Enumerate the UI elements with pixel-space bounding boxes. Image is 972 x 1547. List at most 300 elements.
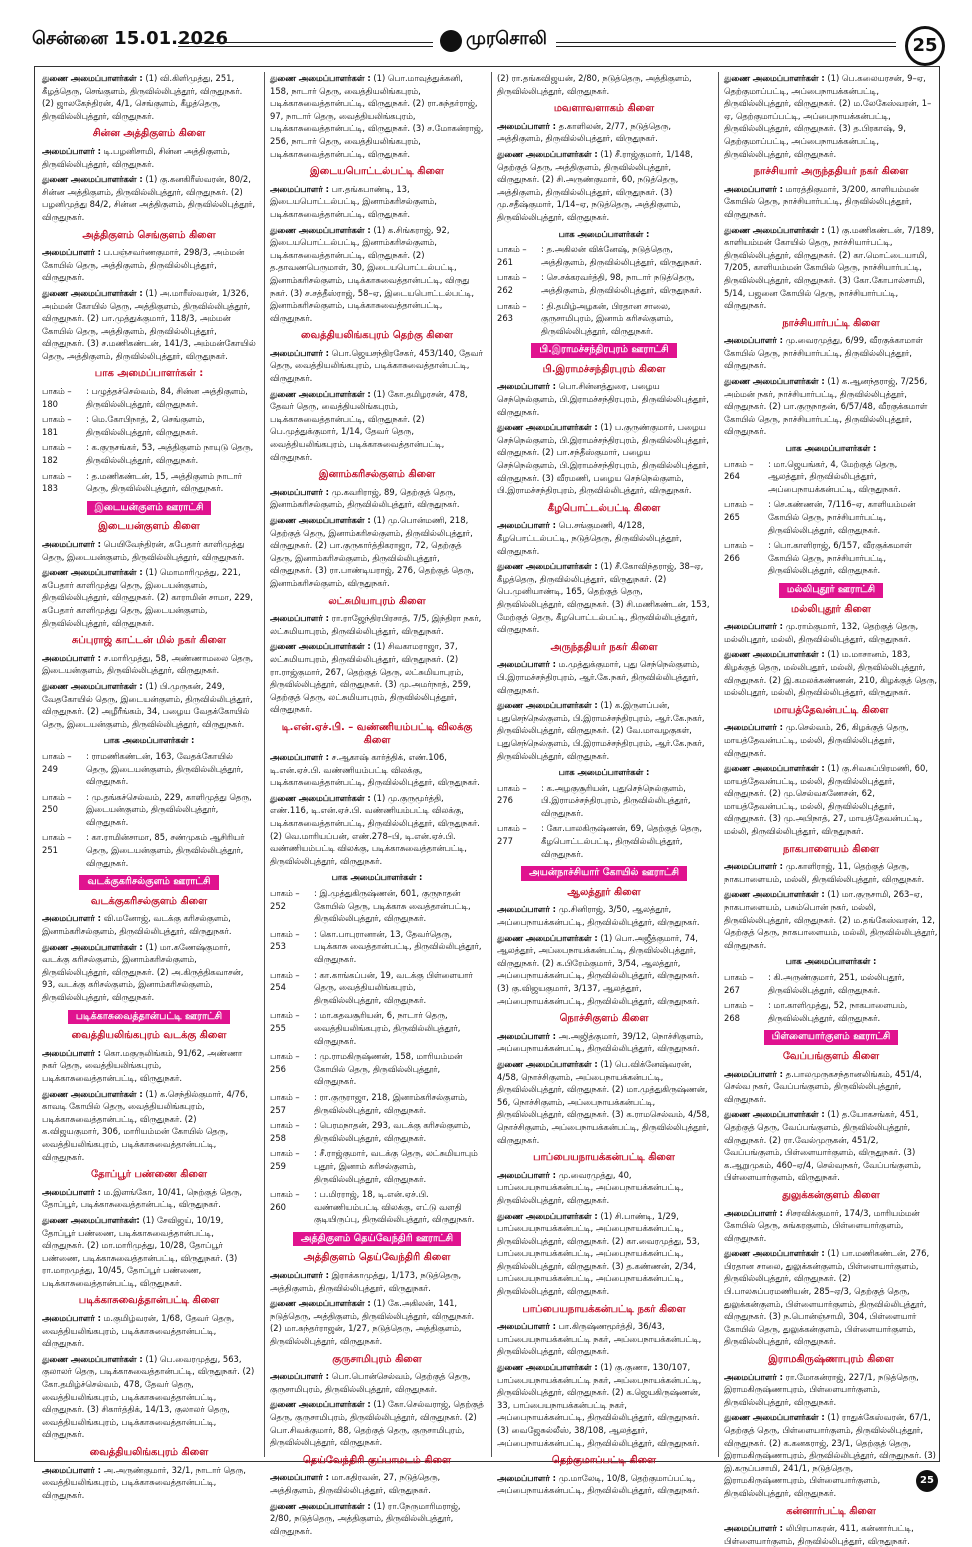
member-details: (1) க.இருளப்பன், புதுசெந்நெல்குளம், பி.இராமச்சந்திரபுரம், ஆர்.கே.நகர், திருவில்லிபுத்தூர், விருதுநகர். (2) வே.மாவழகுகள், புதுசெந்நெல்குளம், பி.இராமச்சந்திரபுரம், ஆர்.கே.நகர், திருவில்லிபுத்தூர், விருதுநகர். [497, 700, 705, 761]
branch-heading: கீழபொட்டல்பட்டி கிளை [547, 502, 661, 514]
member-entry [497, 1472, 711, 1497]
booth-number: பாகம் – 256 [270, 1051, 300, 1074]
booth-entry [42, 385, 256, 410]
role-label: அமைப்பாளர் : [42, 652, 102, 663]
member-entry [42, 1047, 256, 1085]
booth-number: பாகம் – 268 [724, 1000, 754, 1023]
member-details: (1) பா.மணிகண்டன், 276, பிரதான சாலை, துலுக்கன்குளம், பிள்ளையார்குளம், திருவில்லிபுத்தூர், விருதுநகர். (2) பி.பாலசுப்பரமணியன், 285–ஏ/3, தெற்குத் தெரு, துலுக்கன்குளம், பிள்ளையார்குளம், திருவில்லிபுத்தூர், விருதுநகர். (3) ந.பொன்ஞ்சாமி, 304, பிள்ளையார் கோயில் தெரு, துலுக்கன்குளம், பிள்ளையார்குளம், திருவில்லிபுத்தூர், விருதுநகர். [724, 1248, 930, 1347]
panchayat-heading: மல்லிபுதூர் ஊராட்சி [779, 583, 883, 598]
member-details: ம.முத்துக்குமார், புது செந்நெல்குளம், பி.இராமச்சந்திரபுரம், ஆர்.கே.நகர், திருவில்லிபுத்தூர், விருதுநகர். [497, 659, 700, 695]
branch-heading: பாக அமைப்பாளர்கள் : [94, 368, 204, 380]
role-label: அமைப்பாளர் : [270, 486, 330, 497]
role-label: துணை அமைப்பாளர்கள் : [724, 224, 825, 235]
role-label: அமைப்பாளர் : [724, 1068, 784, 1079]
member-entry [42, 652, 256, 677]
branch-heading: தெற்குமாப்பட்டி கிளை [551, 1455, 657, 1467]
member-details: (1) ரா.நேருமாரிமராஜ், 2/80, நடுத்தெரு, அத்திகுளம், திருவில்லிபுத்தூர், விருதுநகர். [270, 1500, 461, 1536]
member-entry [497, 1169, 711, 1207]
member-details: (1) சிவகாமராஜா, 37, லட்சுமியாபுரம், திருவில்லிபுத்தூர், விருதுநகர். (2) ரா.ராஜ்குமார், 267, தெற்குத் தெரு, லட்சுமியாபுரம், திருவில்லிபுத்தூர், விருதுநகர். (3) மு.அமர்நாத், 259, தெற்குத் தெரு, லட்சுமியாபுரம், திருவில்லிபுத்தூர், விருதுநகர். [270, 641, 471, 715]
booth-entry [42, 441, 256, 466]
member-details: ப.பஞ்சவர்ணகுமார், 298/3, அம்மன் கோயில் தெரு, அத்திகுளம், திருவில்லிபுத்தூர், விருதுநகர். [42, 247, 245, 283]
member-details: (1) த.யோகசங்கர், 451, தெற்குத் தெரு, வேப்பங்குளம், திருவில்லிபுத்தூர், விருதுநகர். (2) ரா.வேல்முருகன், 451/2, வேப்பங்குளம், பிள்ளையார்குளம், விருதுநகர். (3) க.ஆறுமுகம், 460–ஏ/4, செல்வநகர், வேப்பங்குளம், பிள்ளையார்குளம், விருதுநகர். [724, 1109, 922, 1183]
role-label: அமைப்பாளர் : [724, 1371, 784, 1382]
booth-details: : மா.ஜெயங்கர், 4, மேற்குத் தெரு, ஆலத்தூர், திருவில்லிபுத்தூர், அப்பைநாயக்கன்பட்டி, விருதுநகர். [768, 458, 901, 494]
booth-entry [497, 271, 711, 296]
role-label: துணை அமைப்பாளர்கள் : [497, 422, 598, 433]
member-entry [497, 120, 711, 145]
booth-details: : செ.கண்ணன், 7/116–ஏ, காளியம்மன் கோயில் தெரு, நாச்சியார்பட்டி, திருவில்லிபுத்தூர், விருதுநகர். [768, 499, 916, 535]
branch-heading: சின்ன அத்திகுளம் கிளை [92, 128, 206, 140]
member-details: பொ.பொன்செல்வம், தெற்குத் தெரு, குருசாமிபுரம், திருவில்லிபுத்தூர், விருதுநகர். [270, 1371, 471, 1394]
member-details: த.பாலமுருகசந்தானலிங்கம், 451/4, செல்வ நகர், வேப்பங்குளம், திருவில்லிபுத்தூர், விருதுநகர். [724, 1068, 922, 1104]
panchayat-heading: படிக்காசுவைத்தான்பட்டி ஊராட்சி [68, 1010, 230, 1025]
panchayat-heading: பி.இராமச்சந்திரபுரம் ஊராட்சி [531, 343, 676, 358]
member-entry [42, 912, 256, 937]
role-label: துணை அமைப்பாளர்கள் : [724, 73, 825, 83]
member-details: (1) பெ.கலையரசன், 9–ஏ, தெற்குமாப்பட்டி, அப்பைநாயக்கன்பட்டி, திருவில்லிபுத்தூர், விருதுநகர். (2) ம.லேகேஸ்வரன், 1–ஏ, தெற்குமாப்பட்டி, அப்பைநாயக்கன்பட்டி, திருவில்லிபுத்தூர், விருதுநகர். (3) த.பிரகாஷ், 9, தெற்குமாப்பட்டி, அப்பைநாயக்கன்பட்டி, திருவில்லிபுத்தூர், விருதுநகர். [724, 73, 932, 159]
member-details: (1) கோ.தமிழரசன், 478, தேவர் தெரு, வைத்தியலிங்கபுரம், படிக்காசுவைத்தான்பட்டி, விருதுநகர். (2) பெ.முத்துக்குமார், 1/14, தேவர் தெரு, வைத்தியலிங்கபுரம், படிக்காசுவைத்தான்பட்டி, விருதுநகர். [270, 388, 468, 462]
booth-entry [497, 822, 711, 860]
booth-number: பாகம் – 265 [724, 499, 754, 522]
member-entry [42, 1312, 256, 1350]
newspaper-name: முரசொலி [466, 28, 547, 49]
branch-heading: குருசாமிபுரம் கிளை [332, 1353, 422, 1365]
member-entry [270, 1500, 484, 1538]
member-entry [42, 1464, 256, 1502]
booth-entry [724, 539, 938, 577]
role-label: துணை அமைப்பாளர்கள் : [42, 1353, 143, 1364]
member-entry [497, 421, 711, 497]
branch-heading: இராமகிருஷ்ணாபுரம் கிளை [768, 1354, 894, 1366]
member-details: (1) அ.மாரீஸ்வரன், 1/326, அம்மன் கோயில் தெரு, அத்திகுளம், திருவில்லிபுத்தூர், விருதுநகர். (2) பா.முத்துக்குமார், 118/3, அம்மன் கோயில் தெரு, அத்திகுளம், திருவில்லிபுத்தூர், விருதுநகர். (3) ச.மணிகண்டன், 141/3, அம்மன்கோயில் தெரு, அத்திகுளம், திருவில்லிபுத்தூர், விருதுநகர். [42, 287, 256, 361]
role-label: அமைப்பாளர் : [724, 861, 784, 872]
booth-entry [270, 969, 484, 1007]
booth-number: பாகம் – 262 [497, 272, 527, 295]
member-details: மு.ராம்குமார், 132, தெற்குத் தெரு, மல்லிபுதூர், மல்லி, திருவில்லிபுத்தூர், விருதுநகர். [724, 621, 919, 644]
member-entry [270, 1370, 484, 1395]
booth-number: பாகம் – 253 [270, 928, 300, 952]
booth-details: : ப.மிரராஜ், 18, டி.என்.ஏச்.பி. வண்ணியம்பட்டி விலக்கு, எட்டு வளதி குடியிருப்பு, திருவில்லிபுத்தூர், விருதுநகர். [314, 1189, 475, 1225]
role-label: துணை அமைப்பாளர்கள் : [270, 1500, 371, 1511]
role-label: அமைப்பாளர் : [42, 1313, 102, 1324]
role-label: துணை அமைப்பாளர்கள் : [42, 174, 143, 185]
member-entry [724, 224, 938, 312]
booth-details: : மு.தங்கச்செல்வம், 229, காளிமுத்து தெரு, இடையன்குளம், திருவில்லிபுத்தூர், விருதுநகர். [86, 791, 252, 827]
member-details: (2) ரா.தங்கவிஜயன், 2/80, நடுத்தெரு, அத்திகுளம், திருவில்லிபுத்தூர், விருதுநகர். [497, 73, 692, 96]
member-entry [724, 721, 938, 759]
member-entry [724, 1247, 938, 1348]
subsection-heading: பாக அமைப்பாளர்கள் : [558, 767, 650, 778]
panchayat-heading: வடக்குகரிசல்குளம் ஊராட்சி [79, 875, 218, 890]
member-details: (1) மா.குருசாமி, 263–ஏ, நாகபாளையம், பசும்பொன் நகர், மல்லி, திருவில்லிபுத்தூர், விருதுநகர். (2) ம.தங்கேஸ்வரன், 12, தெற்குத் தெரு, நாகபாளையம், மல்லி, திருவில்லிபுத்தூர், விருதுநகர். [724, 889, 938, 950]
subsection-heading: பாக அமைப்பாளர்கள் : [103, 735, 195, 746]
header-rule-left [178, 42, 433, 47]
booth-number: பாகம் – 249 [42, 750, 72, 774]
booth-details: : பெரமநாதன், 293, வடக்கு கரிசல்குளம், திருவில்லிபுத்தூர், விருதுநகர். [314, 1120, 471, 1143]
role-label: அமைப்பாளர் : [724, 1523, 784, 1534]
booth-entry [270, 887, 484, 925]
member-entry [42, 538, 256, 563]
booth-details: : தி.தமிழ்அழகன், பிரதான சாலை, குருசாமிபுரம், இனாம் கரிசல்குளம், திருவில்லிபுத்தூர், விருதுநகர். [541, 300, 674, 336]
booth-details: : க.அழகுசூரியன், புதுசெந்நெல்குளம், பி.இராமச்சந்திரபுரம், திருவில்லிபுத்தூர், விருதுநகர். [541, 782, 691, 818]
member-details: (1) மு.பொன்மணி, 218, தெற்குத் தெரு, இனாம்கரிசல்குளம், திருவில்லிபுத்தூர், விருதுநகர். (2) பா.குருகார்த்திகராஜா, 72, தெற்குத் தெரு, இனாம்கரிசல்குளம், திருவில்லிபுத்தூர், விருதுநகர். (3) ரா.பாண்டியராஜ், 276, தெற்குத் தெரு, இனாம்கரிசல்குளம், விருதுநகர். [270, 515, 474, 588]
member-entry [724, 1522, 938, 1547]
booth-number: பாகம் – 261 [497, 244, 527, 267]
member-entry [497, 1210, 711, 1298]
member-details: (1) கு.கனகிரீஸ்வரன், 80/2, சின்ன அத்திகுளம், திருவில்லிபுத்தூர், விருதுநகர். (2) பழனிமுத்து 84/2, சின்ன அத்திகுளம், திருவில்லிபுத்தூர், விருதுநகர். [42, 174, 256, 222]
member-details: மா.கதிரவன், 27, நடுத்தெரு, அத்திகுளம், திருவில்லிபுத்தூர், விருதுநகர். [270, 1472, 441, 1495]
role-label: அமைப்பாளர் : [42, 1464, 102, 1475]
panchayat-heading: இடையன்குளம் ஊராட்சி [87, 501, 212, 516]
member-details: கொ.மகுருலிங்கம், 91/62, அண்ணா நகர் தெரு, வைத்தியலிங்கபுரம், படிக்காசுவைத்தான்பட்டி, விருதுநகர். [42, 1047, 243, 1083]
role-label: அமைப்பாளர் : [724, 722, 784, 733]
member-details: மு.காளிராஜ், 11, தெற்குத் தெரு, நாகபாளையம், மல்லி, திருவில்லிபுத்தூர், விருதுநகர். [724, 861, 925, 884]
booth-number: பாகம் – 250 [42, 791, 72, 815]
member-details: (1) மு.குருமூர்த்தி, எண்.116, டி.என்.ஏச்.பி. வண்ணியம்பட்டி விலக்கு, படிக்காசுவைத்தான்பட்டி, திருவில்லிபுத்தூர், விருதுநகர். (2) வெ.மாரியப்பன், எண்.278–பி, டி.என்.ஏச்.பி. வண்ணியம்பட்டி விலக்கு, படிக்காசுவைத்தான்பட்டி, திருவில்லிபுத்தூர், விருதுநகர். [270, 792, 480, 866]
booth-details: : மெ.கோபிநாத், 2, செங்குளம், திருவில்லிபுத்தூர், விருதுநகர். [86, 414, 205, 437]
subsection-heading: பாக அமைப்பாளர்கள் : [558, 228, 650, 239]
column-1 [42, 72, 256, 1500]
member-details: (1) ம.மாசானம், 183, கிழக்குத் தெரு, மல்லிபுதூர், மல்லி, திருவில்லிபுத்தூர், விருதுநகர். (2) இ.கமலக்கண்ணன், 210, கிழக்குத் தெரு, மல்லிபுதூர், மல்லி, திருவில்லிபுத்தூர், விருதுநகர். [724, 649, 938, 698]
branch-heading: நாச்சியார் அருந்ததியர் நகர் கிளை [753, 166, 909, 178]
column-2 [270, 72, 484, 1536]
member-entry [270, 72, 484, 160]
role-label: துணை அமைப்பாளர்கள் : [724, 1109, 825, 1120]
member-details: (1) பி.முருகன், 249, வேதகோயில் தெரு, இடையன்குளம், திருவில்லிபுத்தூர், விருதுநகர். (2) அழீரீங்கம், 34, பழைய வேதக்கோயில் தெரு, இடையன்குளம், திருவில்லிபுத்தூர், விருதுநகர். [42, 680, 253, 729]
member-details: (1) ராதுக்கேஸ்வரன், 67/1, தெற்குத் தெரு, பிள்ளையார்குளம், திருவில்லிபுத்தூர், விருதுநகர். (2) க.கனகராஜ், 23/1, தெற்குத் தெரு, இராமகிருஷ்ணாபுரம், திருவில்லிபுத்தூர், விருதுநகர். (3) இ.கருப்பசாமி, 241/1, நடுத்தெரு, இராமகிருஷ்ணாபுரம், பிள்ளையார்குளம், திருவில்லிபுத்தூர், விருதுநகர். [724, 1412, 936, 1498]
member-entry [270, 388, 484, 464]
member-details: மு.மாலேடி, 10/8, தெற்குமாப்பட்டி, அப்பைநாயக்கன்பட்டி, திருவில்லிபுத்தூர், விருதுநகர். [497, 1472, 700, 1496]
member-entry [724, 1411, 938, 1499]
role-label: துணை அமைப்பாளர்கள் : [270, 224, 371, 235]
member-entry [497, 1030, 711, 1055]
role-label: அமைப்பாளர் : [270, 752, 330, 763]
role-label: துணை அமைப்பாளர்கள் : [42, 1088, 143, 1099]
member-details: ம.குமிழ்வரன், 1/68, தேவர் தெரு, வைத்தியலிங்கபுரம், படிக்காசுவைத்தான்பட்டி, விருதுநகர். [42, 1313, 235, 1349]
booth-entry [497, 782, 711, 820]
booth-entry [724, 971, 938, 996]
branch-heading: சுப்புராஜ் காட்டன் மில் நகர் கிளை [71, 635, 227, 647]
member-details: (1) க.ஆனந்தராஜ், 7/256, அம்மன் நகர், நாச்சியார்பட்டி, திருவில்லிபுத்தூர், விருதுநகர். (2) பா.குருநாதன், 6/57/48, வீரகுக்கமாள் கோயில் தெரு, நாச்சியார்பட்டி, திருவில்லிபுத்தூர், விருதுநகர். [724, 376, 928, 437]
member-entry [42, 72, 256, 122]
booth-number: பாகம் – 263 [497, 300, 527, 324]
role-label: அமைப்பாளர் : [724, 1207, 784, 1218]
member-details: (1) பொ.அஜீத்குமார், 74, ஆலத்தூர், அப்பைநாயக்கன்பட்டி, திருவில்லிபுத்தூர், விருதுநகர். (2) க.பிரேம்குமார், 3/54, ஆலத்தூர், அப்பைநாயக்கன்பட்டி, திருவில்லிபுத்தூர், விருதுநகர். (3) கு.விஜயகுமார், 3/137, ஆலத்தூர், அப்பைநாயக்கன்பட்டி, திருவில்லிபுத்தூர், விருதுநகர். [497, 932, 700, 1006]
role-label: அமைப்பாளர் : [270, 613, 330, 624]
branch-heading: ஆலத்தூர் கிளை [567, 886, 641, 898]
role-label: அமைப்பாளர் : [270, 1472, 330, 1483]
branch-heading: டி.என்.ஏச்.பி. – வண்ணியம்பட்டி விலக்கு கிளை [281, 721, 473, 746]
page-number-badge: 25 [905, 26, 945, 66]
booth-number: பாகம் – 277 [497, 823, 527, 847]
branch-heading: லட்சுமியாபுரம் கிளை [328, 595, 426, 607]
member-details: (1) ப.குருண்குமார், பழைய செந்நெல்குளம், பி.இராமச்சந்திரபுரம், திருவில்லிபுத்தூர், விருதுநகர். (2) பா.சந்தீஸ்குமார், பழைய செந்நெல்குளம், பி.இராமச்சந்திரபுரம், திருவில்லிபுத்தூர், விருதுநகர். (3) வீரமணி, பழைய செந்நெல்குளம், பி.இராமச்சந்திரபுரம், திருவில்லிபுத்தூர், விருதுநகர். [497, 422, 709, 496]
role-label: அமைப்பாளர் : [497, 120, 557, 131]
member-entry [42, 145, 256, 170]
role-label: துணை அமைப்பாளர்கள் : [724, 1248, 825, 1259]
booth-details: : கி.அருண்குமார், 251, மல்லிபுதூர், திருவில்லிபுத்தூர், விருதுநகர். [768, 972, 905, 995]
role-label: துணை அமைப்பாளர்கள் : [42, 73, 143, 83]
role-label: துணை அமைப்பாளர்கள் : [724, 889, 825, 900]
branch-heading: மாயத்தேவன்பட்டி கிளை [773, 704, 889, 716]
booth-details: : ராமணிகண்டன், 163, வேதக்கோயில் தெரு, இடையன்குளம், திருவில்லிபுத்தூர், விருதுநகர். [86, 750, 244, 787]
branch-heading: இடையன்குளம் கிளை [98, 521, 200, 533]
column-4 [724, 72, 938, 1546]
booth-details: : த.மணிகண்டன், 15, அத்திகுளம் நாடார் தெரு, திருவில்லிபுத்தூர், விருதுநகர். [86, 470, 243, 494]
member-details: (1) கோ.செல்வராஜ், தெற்குத் தெரு, குருசாமிபுரம், திருவில்லிபுத்தூர், விருதுநகர். (2) பொ.சிவக்குமார், 88, தெற்குத் தெரு, குருசாமிபுரம், திருவில்லிபுத்தூர், விருதுநகர். [270, 1399, 484, 1448]
booth-details: : கொ.பாபுரானான், 13, தேவர்தெரு, படிக்காசு வைத்தான்பட்டி, திருவில்லிபுத்தூர், விருதுநகர். [314, 928, 482, 964]
member-details: (1) கு.மணிகண்டன், 7/189, காளியம்மன் கோயில் தெரு, நாச்சியார்பட்டி, திருவில்லிபுத்தூர், விருதுநகர். (2) கா.மொட்டையாமி, 7/205, காளியம்மன் கோயில் தெரு, நாச்சியார்பட்டி, திருவில்லிபுத்தூர், விருதுநகர். (3) கோ.கோபால்சாமி, 5/14, பஜனை கோயில் தெரு, நாச்சியார்பட்டி, விருதுநகர். [724, 224, 935, 311]
member-entry [497, 148, 711, 224]
branch-heading: துலுக்கன்குளம் கிளை [782, 1189, 880, 1201]
member-entry [497, 932, 711, 1008]
branch-heading: மவளாவளாகம் கிளை [553, 103, 655, 115]
member-entry [497, 1058, 711, 1146]
booth-details: : பொ.காளிராஜ், 6/157, வீரகுக்கமாள் கோயில் தெரு, நாச்சியார்பட்டி, திருவில்லிபுத்தூர், விருதுநகர். [768, 540, 912, 576]
member-details: மு.கவரிராஜ், 89, தெற்குத் தெரு, இனாம்கரிசல்குளம், திருவில்லிபுத்தூர், விருதுநகர். [270, 486, 460, 510]
booth-details: : மா.கதவசூரியன், 6, நாடார் தெரு, வைத்தியலிங்கபுரம், திருவில்லிபுத்தூர், விருதுநகர். [314, 1010, 461, 1046]
role-label: துணை அமைப்பாளர்கள் : [497, 700, 598, 711]
member-entry [497, 72, 711, 97]
subsection-heading: பாக அமைப்பாளர்கள் : [785, 956, 877, 967]
member-details: பொ.சின்னத்துரை, பழைய செந்நெல்குளம், பி.இராமச்சந்திரபுரம், திருவில்லிபுத்தூர், விருதுநகர். [497, 381, 709, 417]
member-details: (1) கு.குணா, 130/107, பாப்பையநாயக்கன்பட்டி நகர், அப்பைநாயக்கன்பட்டி, திருவில்லிபுத்தூர், விருதுநகர். (2) க.ஜெயகிருஷ்ணன், 33, பாப்பையநாயக்கன்பட்டி நகர், அப்பைநாயக்கன்பட்டி, திருவில்லிபுத்தூர், விருதுநகர். (3) வைஜேசுல்லீஸ், 38/108, ஆலத்தூர், அப்பைநாயக்கன்பட்டி, திருவில்லிபுத்தூர், விருதுநகர். [497, 1362, 702, 1448]
branch-heading: பாப்பையநாயக்கன்பட்டி கிளை [533, 1152, 675, 1164]
member-entry [270, 612, 484, 637]
booth-number: பாகம் – 267 [724, 972, 754, 995]
booth-entry [270, 1188, 484, 1226]
booth-details: : கோ.பாலகிருஷ்ணன், 69, தெற்குத் தெரு, கீழபொட்டல்பட்டி, திருவில்லிபுத்தூர், விருதுநகர். [541, 823, 703, 859]
booth-entry [270, 1091, 484, 1116]
member-entry [497, 658, 711, 696]
member-entry [270, 347, 484, 385]
branch-heading: வடக்குகரிசல்குளம் கிளை [90, 895, 208, 907]
member-details: (1) சி.பாண்டி, 1/29, பாப்பையநாயக்கன்பட்டி, அப்பைநாயக்கன்பட்டி, திருவில்லிபுத்தூர், விருதுநகர். (2) கா.வைரமுத்து, 53, பாப்பையநாயக்கன்பட்டி, அப்பைநாயக்கன்பட்டி, திருவில்லிபுத்தூர், விருதுநகர். (3) த.கண்ணன், 2/34, பாப்பையநாயக்கன்பட்டி, அப்பைநாயக்கன்பட்டி, திருவில்லிபுத்தூர், விருதுநகர். [497, 1210, 700, 1297]
role-label: அமைப்பாளர் : [42, 247, 102, 258]
member-entry [270, 1398, 484, 1448]
role-label: அமைப்பாளர் : [270, 183, 330, 194]
column-3 [497, 72, 711, 1496]
booth-details: : மா.காளிமுத்து, 52, நாகபாளையம், திருவில்லிபுத்தூர், விருதுநகர். [768, 1000, 908, 1023]
member-entry [270, 183, 484, 221]
member-entry [270, 224, 484, 325]
role-label: துணை அமைப்பாளர்கள் : [270, 1298, 371, 1309]
member-details: (1) பொ.மாவுத்துக்கனி, 158, நாடார் தெரு, வைத்தியலிங்கபுரம், படிக்காசுவைத்தான்பட்டி, விருதுநகர். (2) ரா.சுந்தர்ராஜ், 97, நாடார் தெரு, வைத்தியலிங்கபுரம், படிக்காசுவைத்தான்பட்டி, விருதுநகர். (3) ச.மோகன்ராஜ், 256, நாடார் தெரு, வைத்தியலிங்கபுரம், படிக்காசுவைத்தான்பட்டி, விருதுநகர். [270, 73, 484, 159]
role-label: துணை அமைப்பாளர்கள் : [270, 1399, 371, 1410]
branch-heading: வைத்தியலிங்கபுரம் கிளை [89, 1447, 209, 1458]
role-label: அமைப்பாளர் : [42, 1047, 102, 1058]
booth-entry [497, 243, 711, 268]
role-label: துணை அமைப்பாளர்கள் : [497, 148, 598, 159]
booth-details: : பழுத்தச்செல்வம், 84, சின்ன அத்திகுளம், திருவில்லிபுத்தூர், விருதுநகர். [86, 386, 248, 409]
member-entry [270, 1269, 484, 1294]
booth-entry [724, 498, 938, 536]
role-label: துணை அமைப்பாளர்கள் : [270, 388, 371, 399]
member-details: (1) க.செந்தில்குமார், 4/76, காவடி கோயில் தெரு, வைத்தியலிங்கபுரம், படிக்காசுவைத்தான்பட்டி, விருதுநகர். (2) க.விஜயகுமார், 306, மாரியம்மன் கோயில் தெரு, வைத்தியலிங்கபுரம், படிக்காசுவைத்தான்பட்டி, விருதுநகர். [42, 1088, 248, 1162]
booth-entry [42, 470, 256, 495]
page-header [0, 0, 972, 58]
booth-details: : இ.முத்துகிருஷ்ணன், 601, குருநாதன் கோயில் தெரு, படிக்காசு வைத்தான்பட்டி, திருவில்லிபுத்தூர், விருதுநகர். [314, 888, 471, 924]
role-label: துணை அமைப்பாளர்கள் : [724, 376, 825, 387]
booth-number: பாகம் – 257 [270, 1091, 300, 1115]
branch-heading: மல்லிபுதூர் கிளை [791, 603, 871, 615]
booth-number: பாகம் – 254 [270, 969, 300, 993]
panchayat-heading: அயன்நாச்சியார் கோயில் ஊராட்சி [521, 866, 687, 881]
header-rule-right [556, 42, 896, 47]
role-label: அமைப்பாளர் : [42, 913, 102, 924]
member-details: த.காளிலன், 2/77, நடுத்தெரு, அத்திகுளம், திருவில்லிபுத்தூர், விருதுநகர். [497, 120, 672, 144]
member-entry [270, 792, 484, 868]
member-entry [270, 751, 484, 789]
member-details: பா.தங்கபாண்டி, 13, இடையபொட்டல்பட்டி, இனாம்கரிசல்குளம், படிக்காசுவைத்தான்பட்டி, விருதுநகர். [270, 183, 437, 219]
member-entry [724, 1108, 938, 1184]
member-entry [724, 334, 938, 372]
role-label: அமைப்பாளர் : [270, 1270, 330, 1281]
member-entry [42, 566, 256, 629]
member-entry [42, 173, 256, 223]
member-details: (1) பெ.விக்னேஷ்வரன், 4/58, நொச்சிகுளம், அப்பைநாயக்கன்பட்டி, திருவில்லிபுத்தூர், விருதுநகர். (2) மா.முத்துகிருஷ்ணன், 56, நொச்சிகுளம், அப்பைநாயக்கன்பட்டி, திருவில்லிபுத்தூர், விருதுநகர். (3) க.ராமசெல்வம், 4/58, நொச்சிகுளம், அப்பைநாயக்கன்பட்டி, திருவில்லிபுத்தூர், விருதுநகர். [497, 1058, 710, 1145]
member-details: மாரத்திகுமார், 3/200, காளியம்மன் கோயில் தெரு, நாச்சியார்பட்டி, திருவில்லிபுத்தூர், விருதுநகர். [724, 183, 919, 219]
branch-heading: கன்னார்பட்டி கிளை [786, 1505, 876, 1517]
member-details: ரா.ராஜேந்திரபிரசாத், 7/5, இந்திரா நகர், லட்சுமியாபுரம், திருவில்லிபுத்தூர், விருதுநகர். [270, 613, 482, 636]
booth-number: பாகம் – 182 [42, 442, 72, 466]
role-label: அமைப்பாளர் : [497, 1472, 557, 1483]
member-details: லிபிரபாகரன், 411, கன்னார்பட்டி, பிள்ளையார்குளம், திருவில்லிபுத்தூர், விருதுநகர். [724, 1523, 914, 1546]
role-label: துணை அமைப்பாளர்கள்: [42, 1214, 140, 1225]
branch-heading: நாச்சியார்பட்டி கிளை [782, 317, 880, 329]
member-entry [270, 486, 484, 511]
booth-entry [42, 791, 256, 829]
member-details: (1) சீ.ராஜ்குமார், 1/148, தெற்குத் தெரு, அத்திகுளம், திருவில்லிபுத்தூர், விருதுநகர். (2) சி.அருண்குமார், 60, நடுத்தெரு, அத்திகுளம், திருவில்லிபுத்தூர், விருதுநகர். (3) மு.சதீஷ்குமார், 1/14–ஏ, நடுத்தெரு, அத்திகுளம், திருவில்லிபுத்தூர், விருதுநகர். [497, 148, 693, 222]
role-label: அமைப்பாளர் : [497, 1030, 557, 1041]
role-label: துணை அமைப்பாளர்கள் : [42, 287, 143, 298]
member-details: மு.வைரமுத்து, 6/99, வீரகுக்காமாள் கோயில் தெரு, நாச்சியார்பட்டி, திருவில்லிபுத்தூர், விருதுநகர். [724, 335, 923, 371]
role-label: அமைப்பாளர் : [497, 904, 557, 915]
member-details: இராக்காமுத்து, 1/173, நடுத்தெரு, அத்திகுளம், திருவில்லிபுத்தூர், விருதுநகர். [270, 1270, 462, 1293]
role-label: துணை அமைப்பாளர்கள் : [42, 680, 143, 691]
booth-number: பாகம் – 260 [270, 1189, 300, 1212]
booth-details: : த.அகிலன் விக்னேஷ், நடுத்தெரு, அத்திகுளம், திருவில்லிபுத்தூர், விருதுநகர். [541, 244, 702, 267]
role-label: அமைப்பாளர் : [270, 1371, 330, 1382]
role-label: அமைப்பாளர் : [724, 335, 784, 346]
member-entry [42, 1214, 256, 1290]
role-label: துணை அமைப்பாளர்கள் : [270, 515, 371, 525]
member-details: ரா.மோகன்ராஜ், 227/1, நடுத்தெரு, இராமகிருஷ்ணாபுரம், பிள்ளையார்குளம், திருவில்லிபுத்தூர், விருதுநகர். [724, 1371, 919, 1407]
member-details: மு.சினிராஜ், 3/50, ஆலத்தூர், அப்பைநாயக்கன்பட்டி, திருவில்லிபுத்தூர், விருதுநகர். [497, 904, 700, 928]
member-entry [724, 183, 938, 221]
booth-number: பாகம் – 276 [497, 782, 527, 806]
branch-heading: இனாம்கரிசல்குளம் கிளை [318, 469, 436, 481]
member-details: வி.மனோஜ், வடக்கு கரிசல்குளம், இனாம்கரிசல்குளம், திருவில்லிபுத்தூர், விருதுநகர். [42, 913, 232, 937]
booth-entry [724, 999, 938, 1024]
branch-heading: நாகபாளையம் கிளை [783, 843, 879, 855]
member-entry [270, 1297, 484, 1347]
booth-number: பாகம் – 255 [270, 1010, 300, 1033]
booth-entry [42, 831, 256, 869]
role-label: அமைப்பாளர் : [42, 539, 102, 549]
member-details: டி.பழனிசாமி, சின்ன அத்திகுளம், திருவில்லிபுத்தூர், விருதுநகர். [42, 145, 231, 169]
branch-heading: பி.இராமச்சந்திரபுரம் கிளை [542, 363, 666, 375]
role-label: அமைப்பாளர் : [270, 347, 330, 358]
panchayat-heading: அத்திகுளம் தெய்வேந்திரி ஊராட்சி [293, 1232, 461, 1247]
member-details: பா.கிருஷ்ணமூர்த்தி, 36/43, பாப்பையநாயக்கன்பட்டி நகர், அப்பைநாயக்கன்பட்டி, திருவில்லிபுத்தூர், விருதுநகர். [497, 1321, 702, 1357]
booth-number: பாகம் – 258 [270, 1120, 300, 1143]
member-details: பெயிவேந்திரன், கபேதார் காளிமுத்து தெரு, இடையன்குளம், திருவில்லிபுத்தூர், விருதுநகர். [42, 539, 245, 562]
member-entry [497, 519, 711, 557]
booth-entry [497, 300, 711, 338]
member-details: (1) மொமாரிமுத்து, 221, கபேதார் காளிமுத்து தெரு, இடையன்குளம், திருவில்லிபுத்தூர், விருதுநகர். (2) காராமின் சாமா, 229, கபேதார் காளிமுத்து தெரு, இடையன்குளம், திருவில்லிபுத்தூர், விருதுநகர். [42, 567, 253, 628]
booth-number: பாகம் – 181 [42, 414, 72, 437]
member-entry [724, 888, 938, 951]
role-label: துணை அமைப்பாளர்கள் : [497, 1210, 598, 1221]
member-entry [270, 514, 484, 590]
role-label: அமைப்பாளர் : [42, 1186, 102, 1197]
branch-heading: அத்திகுளம் தெய்வேந்திரி கிளை [303, 1252, 451, 1264]
member-entry [42, 941, 256, 1004]
member-details: ச.மாரிமுத்து, 58, அண்ணாமலை தெரு, இடையன்குளம், திருவில்லிபுத்தூர், விருதுநகர். [42, 652, 254, 676]
role-label: அமைப்பாளர் : [724, 621, 784, 632]
role-label: துணை அமைப்பாளர்கள் : [497, 932, 598, 943]
branch-heading: அத்திகுளம் செங்குளம் கிளை [82, 229, 216, 241]
member-details: (1) மா.கணேஷ்குமார், வடக்கு கரிசல்குளம், இனாம்கரிசல்குளம், திருவில்லிபுத்தூர், விருதுநகர். (2) அ.கிருத்திகவாசன், 93, வடக்கு கரிசல்குளம், இனாம்கரிசல்குளம், திருவில்லிபுத்தூர், விருதுநகர். [42, 941, 244, 1002]
member-entry [42, 287, 256, 363]
column-divider [718, 72, 719, 1457]
branch-heading: அருந்ததியர் நகர் கிளை [550, 641, 658, 653]
member-entry [724, 762, 938, 838]
booth-number: பாகம் – 180 [42, 386, 72, 409]
member-entry [497, 1320, 711, 1358]
booth-number: பாகம் – 251 [42, 832, 72, 856]
member-entry [497, 699, 711, 762]
member-details: மு.செல்வம், 26, கிழக்குத் தெரு, மாயத்தேவன்பட்டி, மல்லி, திருவில்லிபுத்தூர், விருதுநகர். [724, 722, 909, 758]
member-details: ம.இளங்கோ, 10/41, நெற்குத் தெரு, தோப்பூர், படிக்காசுவைத்தான்பட்டி, விருதுநகர். [42, 1186, 243, 1210]
booth-number: பாகம் – 266 [724, 540, 754, 563]
booth-number: பாகம் – 264 [724, 458, 754, 482]
booth-details: : ரா.குருராஜா, 218, இனாம்கரிசல்குளம், திருவில்லிபுத்தூர், விருதுநகர். [314, 1091, 468, 1115]
role-label: அமைப்பாளர் : [497, 1169, 557, 1180]
member-entry [497, 903, 711, 928]
member-entry [497, 1361, 711, 1449]
role-label: துணை அமைப்பாளர்கள் : [497, 1058, 598, 1069]
booth-details: : மு.ராமகிருஷ்ணன், 158, மாரியம்மன் கோயில் தெரு, திருவில்லிபுத்தூர், விருதுநகர். [314, 1051, 463, 1087]
booth-details: : கா.ராமின்சாமா, 85, சண்முகம் ஆசிரியர் தெரு, இடையன்குளம், திருவில்லிபுத்தூர், விருதுநகர். [86, 832, 245, 868]
booth-number: பாகம் – 259 [270, 1148, 300, 1171]
member-entry [724, 648, 938, 698]
role-label: அமைப்பாளர் : [497, 1321, 557, 1332]
member-details: (1) சீ.கோவிந்தராஜ், 38–ஏ, கீழத்தெரு, திருவில்லிபுத்தூர், விருதுநகர். (2) பெ.முனியாண்டி, 165, தெற்குத் தெரு, திருவில்லிபுத்தூர், விருதுநகர். (3) சி.மணிகண்டன், 153, மேற்குத் தெரு, கீழபொட்டல்பட்டி, திருவில்லிபுத்தூர், விருதுநகர். [497, 561, 710, 635]
branch-heading: வைத்தியலிங்கபுரம் தெற்கு கிளை [301, 330, 453, 342]
member-entry [42, 1186, 256, 1211]
member-details: அ.அஜித்குமார், 39/12, நொச்சிகுளம், அப்பைநாயக்கன்பட்டி, திருவில்லிபுத்தூர், விருதுநகர். [497, 1030, 704, 1054]
booth-number: பாகம் – 183 [42, 470, 72, 494]
booth-entry [724, 458, 938, 496]
role-label: துணை அமைப்பாளர்கள் : [497, 1362, 598, 1373]
member-details: சிசரவிக்குமார், 174/3, மாரியம்மன் கோயில் தெரு, சுங்கரகுளம், பிள்ளையார்குளம், விருதுநகர். [724, 1207, 920, 1243]
member-entry [270, 1471, 484, 1496]
member-details: (1) கு.சிவசுப்பிரமணி, 60, மாயத்தேவன்பட்டி, மல்லி, திருவில்லிபுத்தூர், விருதுநகர். (2) மு.செல்வகணேசன், 62, மாயத்தேவன்பட்டி, மல்லி, திருவில்லிபுத்தூர், விருதுநகர். (3) மு.அபிநாத், 27, மாயத்தேவன்பட்டி, மல்லி, திருவில்லிபுத்தூர், விருதுநகர். [724, 763, 929, 837]
member-entry [42, 1088, 256, 1164]
member-entry [724, 72, 938, 160]
branch-heading: வேப்பங்குளம் கிளை [782, 1050, 880, 1062]
role-label: துணை அமைப்பாளர்கள் : [270, 641, 371, 652]
member-details: பெ.சங்குமணி, 4/128, கீழபொட்டல்பட்டி, நடுத்தெரு, திருவில்லிபுத்தூர், விருதுநகர். [497, 520, 682, 556]
subsection-heading: பாக அமைப்பாளர்கள் : [785, 443, 877, 454]
member-entry [42, 1353, 256, 1441]
role-label: துணை அமைப்பாளர்கள் : [270, 73, 371, 83]
role-label: துணை அமைப்பாளர்கள் : [724, 649, 825, 660]
booth-entry [270, 1147, 484, 1185]
member-details: (1) கே.அகிலன், 141, நடுத்தெரு, அத்திகுளம், திருவில்லிபுத்தூர், விருதுநகர். (2) மா.சுந்தர்ராஜன், 1/27, நடுத்தெரு, அத்திகுளம், திருவில்லிபுத்தூர், விருதுநகர். [270, 1298, 475, 1347]
